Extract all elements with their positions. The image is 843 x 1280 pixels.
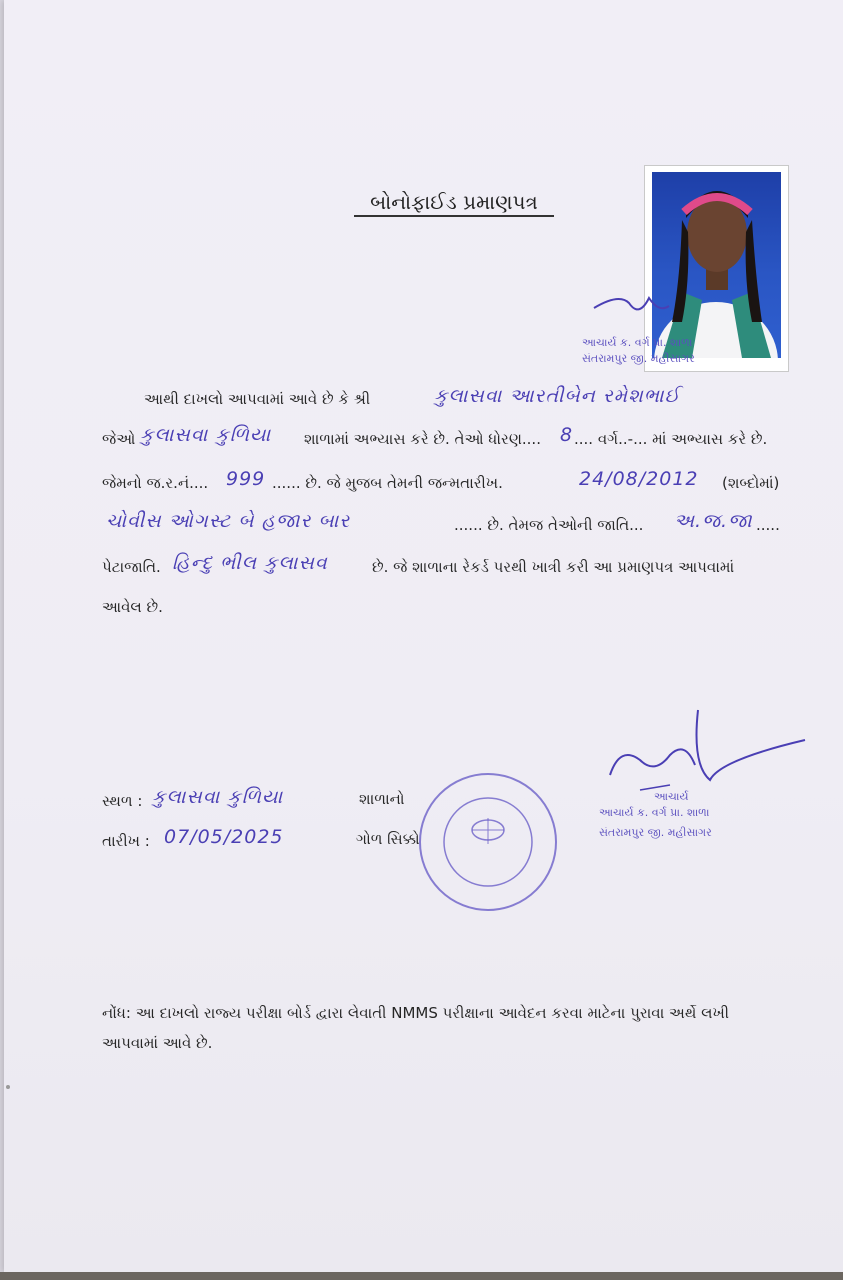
line4-suffix: .....	[756, 516, 780, 534]
principal-stamp-line1: આચાર્ય	[654, 790, 689, 803]
photo-signature	[589, 288, 789, 328]
seal-label-2: ગોળ સિક્કો	[356, 830, 420, 848]
line6: આવેલ છે.	[102, 598, 163, 616]
photo-stamp-text: આચાર્ય ક. વર્ગ પ્રા. શાળા	[582, 336, 693, 349]
certificate-page	[4, 0, 843, 1272]
line3-mid: ...... છે. જે મુજબ તેમની જન્મતારીખ.	[272, 474, 503, 492]
date-value: 07/05/2025	[164, 826, 284, 848]
birth-date: 24/08/2012	[579, 468, 699, 490]
seal-label-1: શાળાનો	[359, 790, 405, 808]
caste-value: અ.જ.જા	[674, 510, 753, 532]
line3-suffix: (શબ્દોમાં)	[722, 474, 780, 492]
date-label: તારીખ :	[102, 832, 150, 850]
line1-printed: આથી દાખલો આપવામાં આવે છે કે શ્રી	[144, 390, 371, 408]
school-name: કુલાસવા કુળિયા	[140, 424, 272, 446]
subcaste-value: હિન્દુ ભીલ કુલાસવ	[172, 552, 328, 574]
principal-stamp-line3: સંતરામપુર જી. મહીસાગર	[599, 826, 712, 839]
birth-date-words: ચોવીસ ઓગસ્ટ બે હજાર બાર	[106, 510, 351, 532]
standard-value: 8	[560, 424, 574, 446]
line2-prefix: જેઓ	[102, 430, 136, 448]
certificate-title: બોનોફાઈડ પ્રમાણપત્ર	[354, 190, 554, 217]
place-value: કુલાસવા કુળિયા	[152, 786, 284, 808]
principal-stamp-line2: આચાર્ય ક. વર્ગ પ્રા. શાળા	[599, 806, 710, 819]
table-surface	[0, 1272, 843, 1280]
paper-speck	[6, 1085, 10, 1089]
line3-prefix: જેમનો જ.ર.નં....	[102, 474, 209, 492]
register-number: 999	[226, 468, 266, 490]
footnote: નોંધ: આ દાખલો રાજ્ય પરીક્ષા બોર્ડ દ્વારા લેવાતી NMMS પરીક્ષાના આવેદન કરવા માટેના પુરાવા અર્થે લખી આપવામાં આવે છે.	[102, 1004, 730, 1052]
place-label: સ્થળ :	[102, 792, 143, 810]
principal-signature	[600, 705, 820, 800]
line5-suffix: છે. જે શાળાના રેકર્ડ પરથી ખાત્રી કરી આ પ્રમાણપત્ર આપવામાં	[372, 558, 735, 576]
photo-stamp-text-2: સંતરામપુર જી. મહીસાગર	[582, 352, 695, 365]
line5-prefix: પેટાજાતિ.	[102, 558, 161, 576]
school-seal	[416, 770, 561, 915]
line4-mid: ...... છે. તેમજ તેઓની જાતિ...	[454, 516, 644, 534]
student-name: કુલાસવા આરતીબેન રમેશભાઈ	[434, 385, 681, 407]
line2-mid: શાળામાં અભ્યાસ કરે છે. તેઓ ધોરણ....	[304, 430, 541, 448]
line2-suffix: .... વર્ગ..-... માં અભ્યાસ કરે છે.	[574, 430, 768, 448]
